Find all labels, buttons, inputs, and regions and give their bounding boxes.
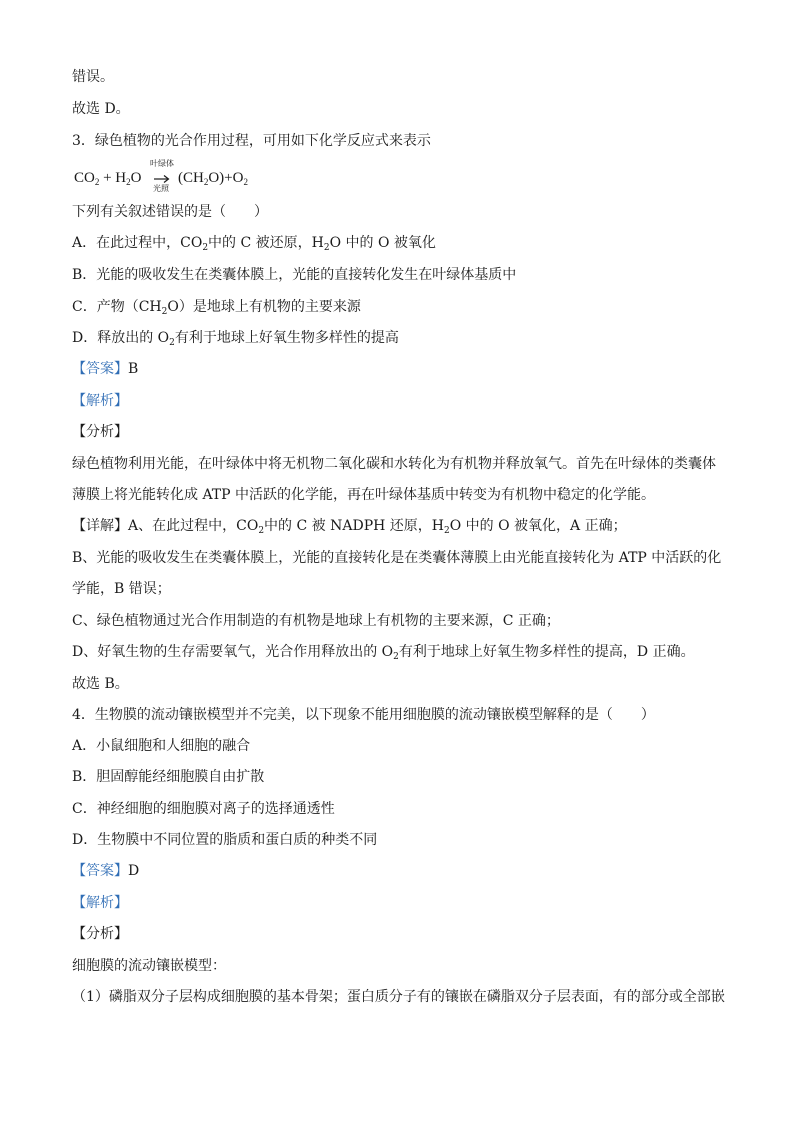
detail-line: 【详解】A、在此过程中，$CO_2$中的 C 被 NADPH 还原，$H_2O$ 中的 O 被氧化，A 正确； [72, 518, 627, 536]
analysis-subheading: 【分析】 [72, 424, 128, 440]
answer-line [72, 861, 732, 881]
option-c: C．产物$(CH_2O)$是地球上有机物的主要来源 [72, 299, 361, 317]
paragraph-line: 薄膜上将光能转化成 ATP 中活跃的化学能，再在叶绿体基质中转变为有机物中稳定的化学能。 [72, 487, 656, 503]
answer-line [72, 359, 732, 379]
question-3-stem: 3．绿色植物的光合作用过程，可用如下化学反应式来表示 [72, 133, 431, 149]
option-b: B．光能的吸收发生在类囊体膜上，光能的直接转化发生在叶绿体基质中 [72, 267, 517, 283]
paragraph-line: 绿色植物利用光能，在叶绿体中将无机物二氧化碳和水转化为有机物并释放氧气。首先在叶绿体的类囊体 [72, 456, 716, 472]
paragraph-line: 细胞膜的流动镶嵌模型： [72, 958, 226, 974]
answer-value: B [128, 361, 139, 377]
detail-line: C、绿色植物通过光合作用制造的有机物是地球上有机物的主要来源，C 正确； [72, 613, 560, 629]
paragraph-line: （1）磷脂双分子层构成细胞膜的基本骨架；蛋白质分子有的镶嵌在磷脂双分子层表面，有的部分或全部嵌 [72, 989, 725, 1005]
question-3-ask: 下列有关叙述错误的是（ ） [72, 204, 268, 220]
detail-line: B、光能的吸收发生在类囊体膜上，光能的直接转化是在类囊体薄膜上由光能直接转化为 ATP 中活跃的化 [72, 550, 722, 566]
answer-tag: 【答案】 [72, 863, 128, 879]
choose-line: 故选 B。 [72, 676, 129, 692]
equation-reactants: $CO_2 + H_2O$ [74, 170, 142, 187]
option-d: D．生物膜中不同位置的脂质和蛋白质的种类不同 [72, 832, 378, 848]
detail-line: 学能，B 错误； [72, 581, 171, 597]
analysis-heading: 【解析】 [72, 393, 128, 409]
text-line: 错误。 [72, 69, 114, 85]
answer-tag: 【答案】 [72, 361, 128, 377]
option-a: A．在此过程中，$CO_2$中的 C 被还原，$H_2O$ 中的 O 被氧化 [72, 235, 436, 253]
option-c: C．神经细胞的细胞膜对离子的选择通透性 [72, 801, 335, 817]
question-4-stem: 4．生物膜的流动镶嵌模型并不完美，以下现象不能用细胞膜的流动镶嵌模型解释的是（ ） [72, 707, 655, 723]
analysis-subheading: 【分析】 [72, 926, 128, 942]
equation-products: $(CH_2O)+O_2$ [178, 170, 248, 187]
arrow-condition-bottom: 光照 [153, 184, 169, 193]
analysis-heading: 【解析】 [72, 895, 128, 911]
answer-value: D [128, 863, 140, 879]
text-line: 故选 D。 [72, 101, 130, 117]
option-b: B．胆固醇能经细胞膜自由扩散 [72, 769, 265, 785]
arrow-condition-top: 叶绿体 [150, 159, 174, 168]
option-d: D．释放出的 $O_2$有利于地球上好氧生物多样性的提高 [72, 330, 399, 348]
option-a: A．小鼠细胞和人细胞的融合 [72, 738, 251, 754]
chemical-equation [74, 158, 374, 198]
detail-line: D、好氧生物的生存需要氧气，光合作用释放出的 $O_2$有利于地球上好氧生物多样性的提高，D 正确。 [72, 644, 695, 662]
